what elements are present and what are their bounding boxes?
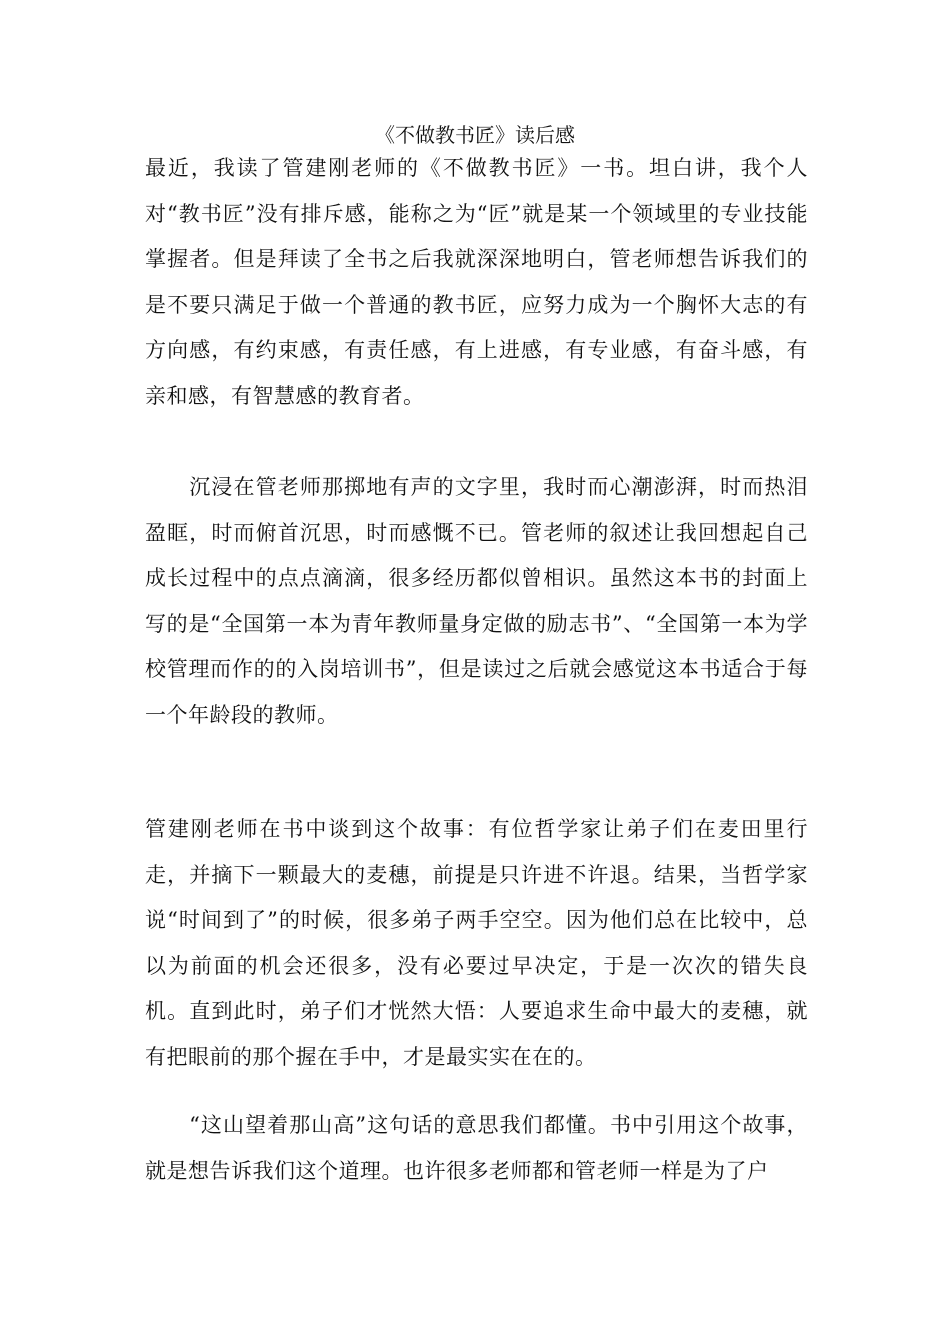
paragraph-reflection: 沉浸在管老师那掷地有声的文字里，我时而心潮澎湃，时而热泪盈眶，时而俯首沉思，时而感慨不已。管老师的叙述让我回想起自己成长过程中的点点滴滴，很多经历都似曾相识。虽然这本书的封面上写的是“全国第一本为青年教师量身定做的励志书”、“全国第一本为学校管理而作的的入岗培训书”，但是读过之后就会感觉这本书适合于每一个年龄段的教师。	[145, 475, 808, 727]
paragraph-intro: 最近，我读了管建刚老师的《不做教书匠》一书。坦白讲，我个人对“教书匠”没有排斥感，能称之为“匠”就是某一个领域里的专业技能掌握者。但是拜读了全书之后我就深深地明白，管老师想告诉我们的是不要只满足于做一个普通的教书匠，应努力成为一个胸怀大志的有方向感，有约束感，有责任感，有上进感，有专业感，有奋斗感，有亲和感，有智慧感的教育者。	[145, 156, 808, 408]
document-title: 《不做教书匠》读后感	[375, 123, 575, 147]
paragraph-lesson: “这山望着那山高”这句话的意思我们都懂。书中引用这个故事，就是想告诉我们这个道理。也许很多老师都和管老师一样是为了户	[145, 1113, 808, 1183]
paragraph-story: 管建刚老师在书中谈到这个故事：有位哲学家让弟子们在麦田里行走，并摘下一颗最大的麦穗，前提是只许进不许退。结果，当哲学家说“时间到了”的时候，很多弟子两手空空。因为他们总在比较中，总以为前面的机会还很多，没有必要过早决定，于是一次次的错失良机。直到此时，弟子们才恍然大悟：人要追求生命中最大的麦穗，就有把眼前的那个握在手中，才是最实实在在的。	[145, 817, 808, 1069]
